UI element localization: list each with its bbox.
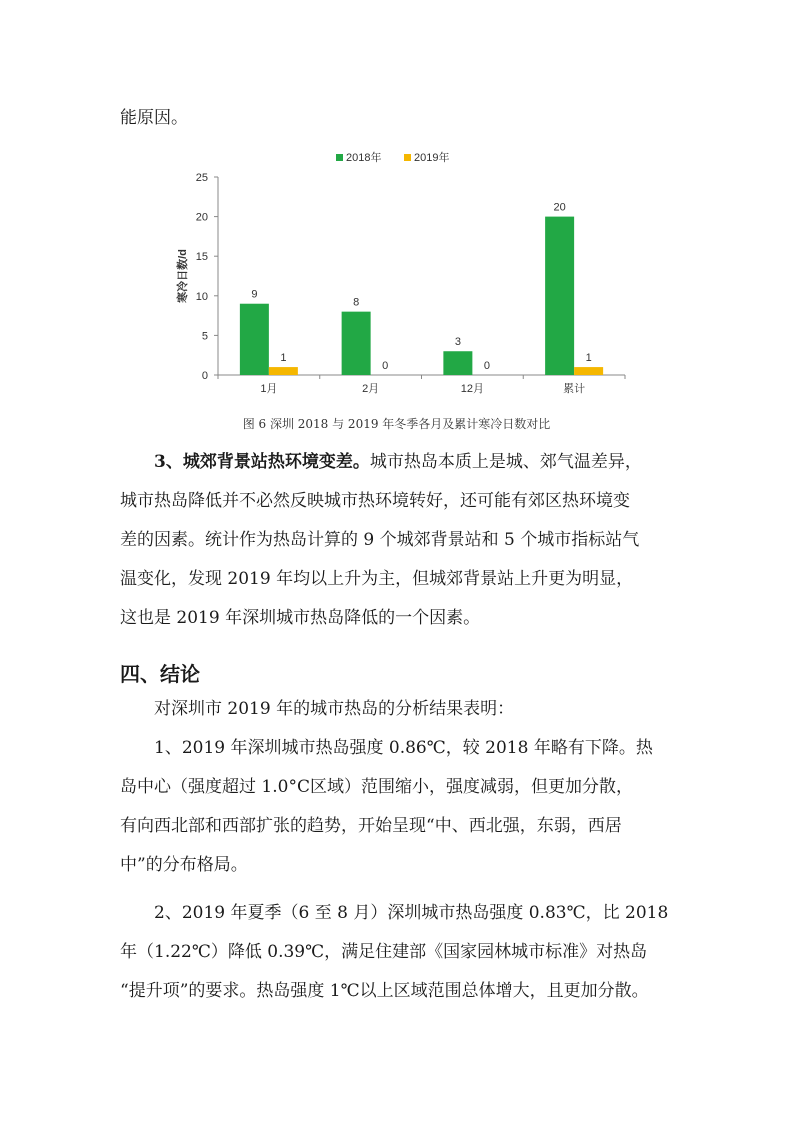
section3-line-3: 差的因素。统计作为热岛计算的 9 个城郊背景站和 5 个城市指标站气 — [120, 530, 640, 550]
conclusion-p2-line-2: 年（1.22℃）降低 0.39℃，满足住建部《国家园林城市标准》对热岛 — [120, 942, 648, 962]
section3-lead: 3、城郊背景站热环境变差。 — [154, 452, 370, 472]
y-tick-label: 20 — [195, 211, 208, 224]
data-label: 0 — [483, 360, 490, 372]
data-label: 0 — [382, 360, 389, 372]
conclusion-p1-line-3: 有向西北部和西部扩张的趋势，开始呈现“中、西北强，东弱，西居 — [120, 816, 622, 836]
y-tick-label: 0 — [201, 370, 208, 382]
top-text: 能原因。 — [120, 108, 188, 128]
section3-text: 城市热岛本质上是城、郊气温差异， — [369, 452, 642, 472]
x-tick-label: 累计 — [563, 383, 586, 395]
data-label: 1 — [280, 352, 287, 365]
y-tick-label: 25 — [195, 172, 208, 184]
bar-2019 — [269, 367, 298, 375]
section3-line-2: 城市热岛降低并不必然反映城市热环境转好，还可能有郊区热环境变 — [120, 491, 630, 511]
bar-2018 — [240, 304, 269, 375]
x-tick-label: 12月 — [460, 383, 484, 395]
figure-caption: 图 6 深圳 2018 与 2019 年冬季各月及累计寒冷日数对比 — [242, 417, 551, 431]
bar-2018 — [545, 217, 574, 375]
legend-label: 2018年 — [346, 152, 382, 164]
section3-line-5: 这也是 2019 年深圳城市热岛降低的一个因素。 — [120, 608, 481, 628]
conclusion-p1-line-2: 岛中心（强度超过 1.0°C区域）范围缩小，强度减弱，但更加分散， — [120, 777, 633, 797]
data-label: 1 — [585, 352, 592, 365]
conclusion-intro: 对深圳市 2019 年的城市热岛的分析结果表明： — [154, 699, 515, 719]
y-tick-label: 5 — [201, 330, 208, 343]
conclusion-p1-line-1: 1、2019 年深圳城市热岛强度 0.86℃，较 2018 年略有下降。热 — [154, 738, 653, 758]
y-tick-label: 15 — [195, 251, 208, 264]
bar-chart — [0, 0, 793, 410]
data-label: 8 — [353, 296, 360, 309]
section3-line-4: 温变化，发现 2019 年均以上升为主，但城郊背景站上升更为明显， — [120, 569, 634, 589]
y-tick-label: 10 — [195, 290, 208, 303]
conclusion-p1-line-4: 中”的分布格局。 — [120, 855, 248, 875]
conclusion-p2-line-3: “提升项”的要求。热岛强度 1℃以上区域范围总体增大，且更加分散。 — [120, 981, 649, 1001]
legend-label: 2019年 — [414, 152, 450, 164]
data-label: 3 — [454, 336, 461, 349]
section-heading-conclusion: 四、结论 — [120, 662, 200, 686]
y-axis-label: 寒冷日数/d — [177, 249, 189, 303]
x-tick-label: 2月 — [362, 383, 380, 395]
section3-line-1 — [120, 452, 676, 473]
legend-swatch — [404, 154, 411, 161]
bar-2018 — [443, 351, 472, 375]
x-tick-label: 1月 — [260, 383, 278, 395]
data-label: 20 — [553, 201, 566, 214]
conclusion-p2-line-1: 2、2019 年夏季（6 至 8 月）深圳城市热岛强度 0.83℃，比 2018 — [154, 903, 669, 923]
bar-2019 — [574, 367, 603, 375]
data-label: 9 — [251, 288, 258, 301]
bar-2018 — [342, 312, 371, 375]
legend-swatch — [336, 154, 343, 161]
